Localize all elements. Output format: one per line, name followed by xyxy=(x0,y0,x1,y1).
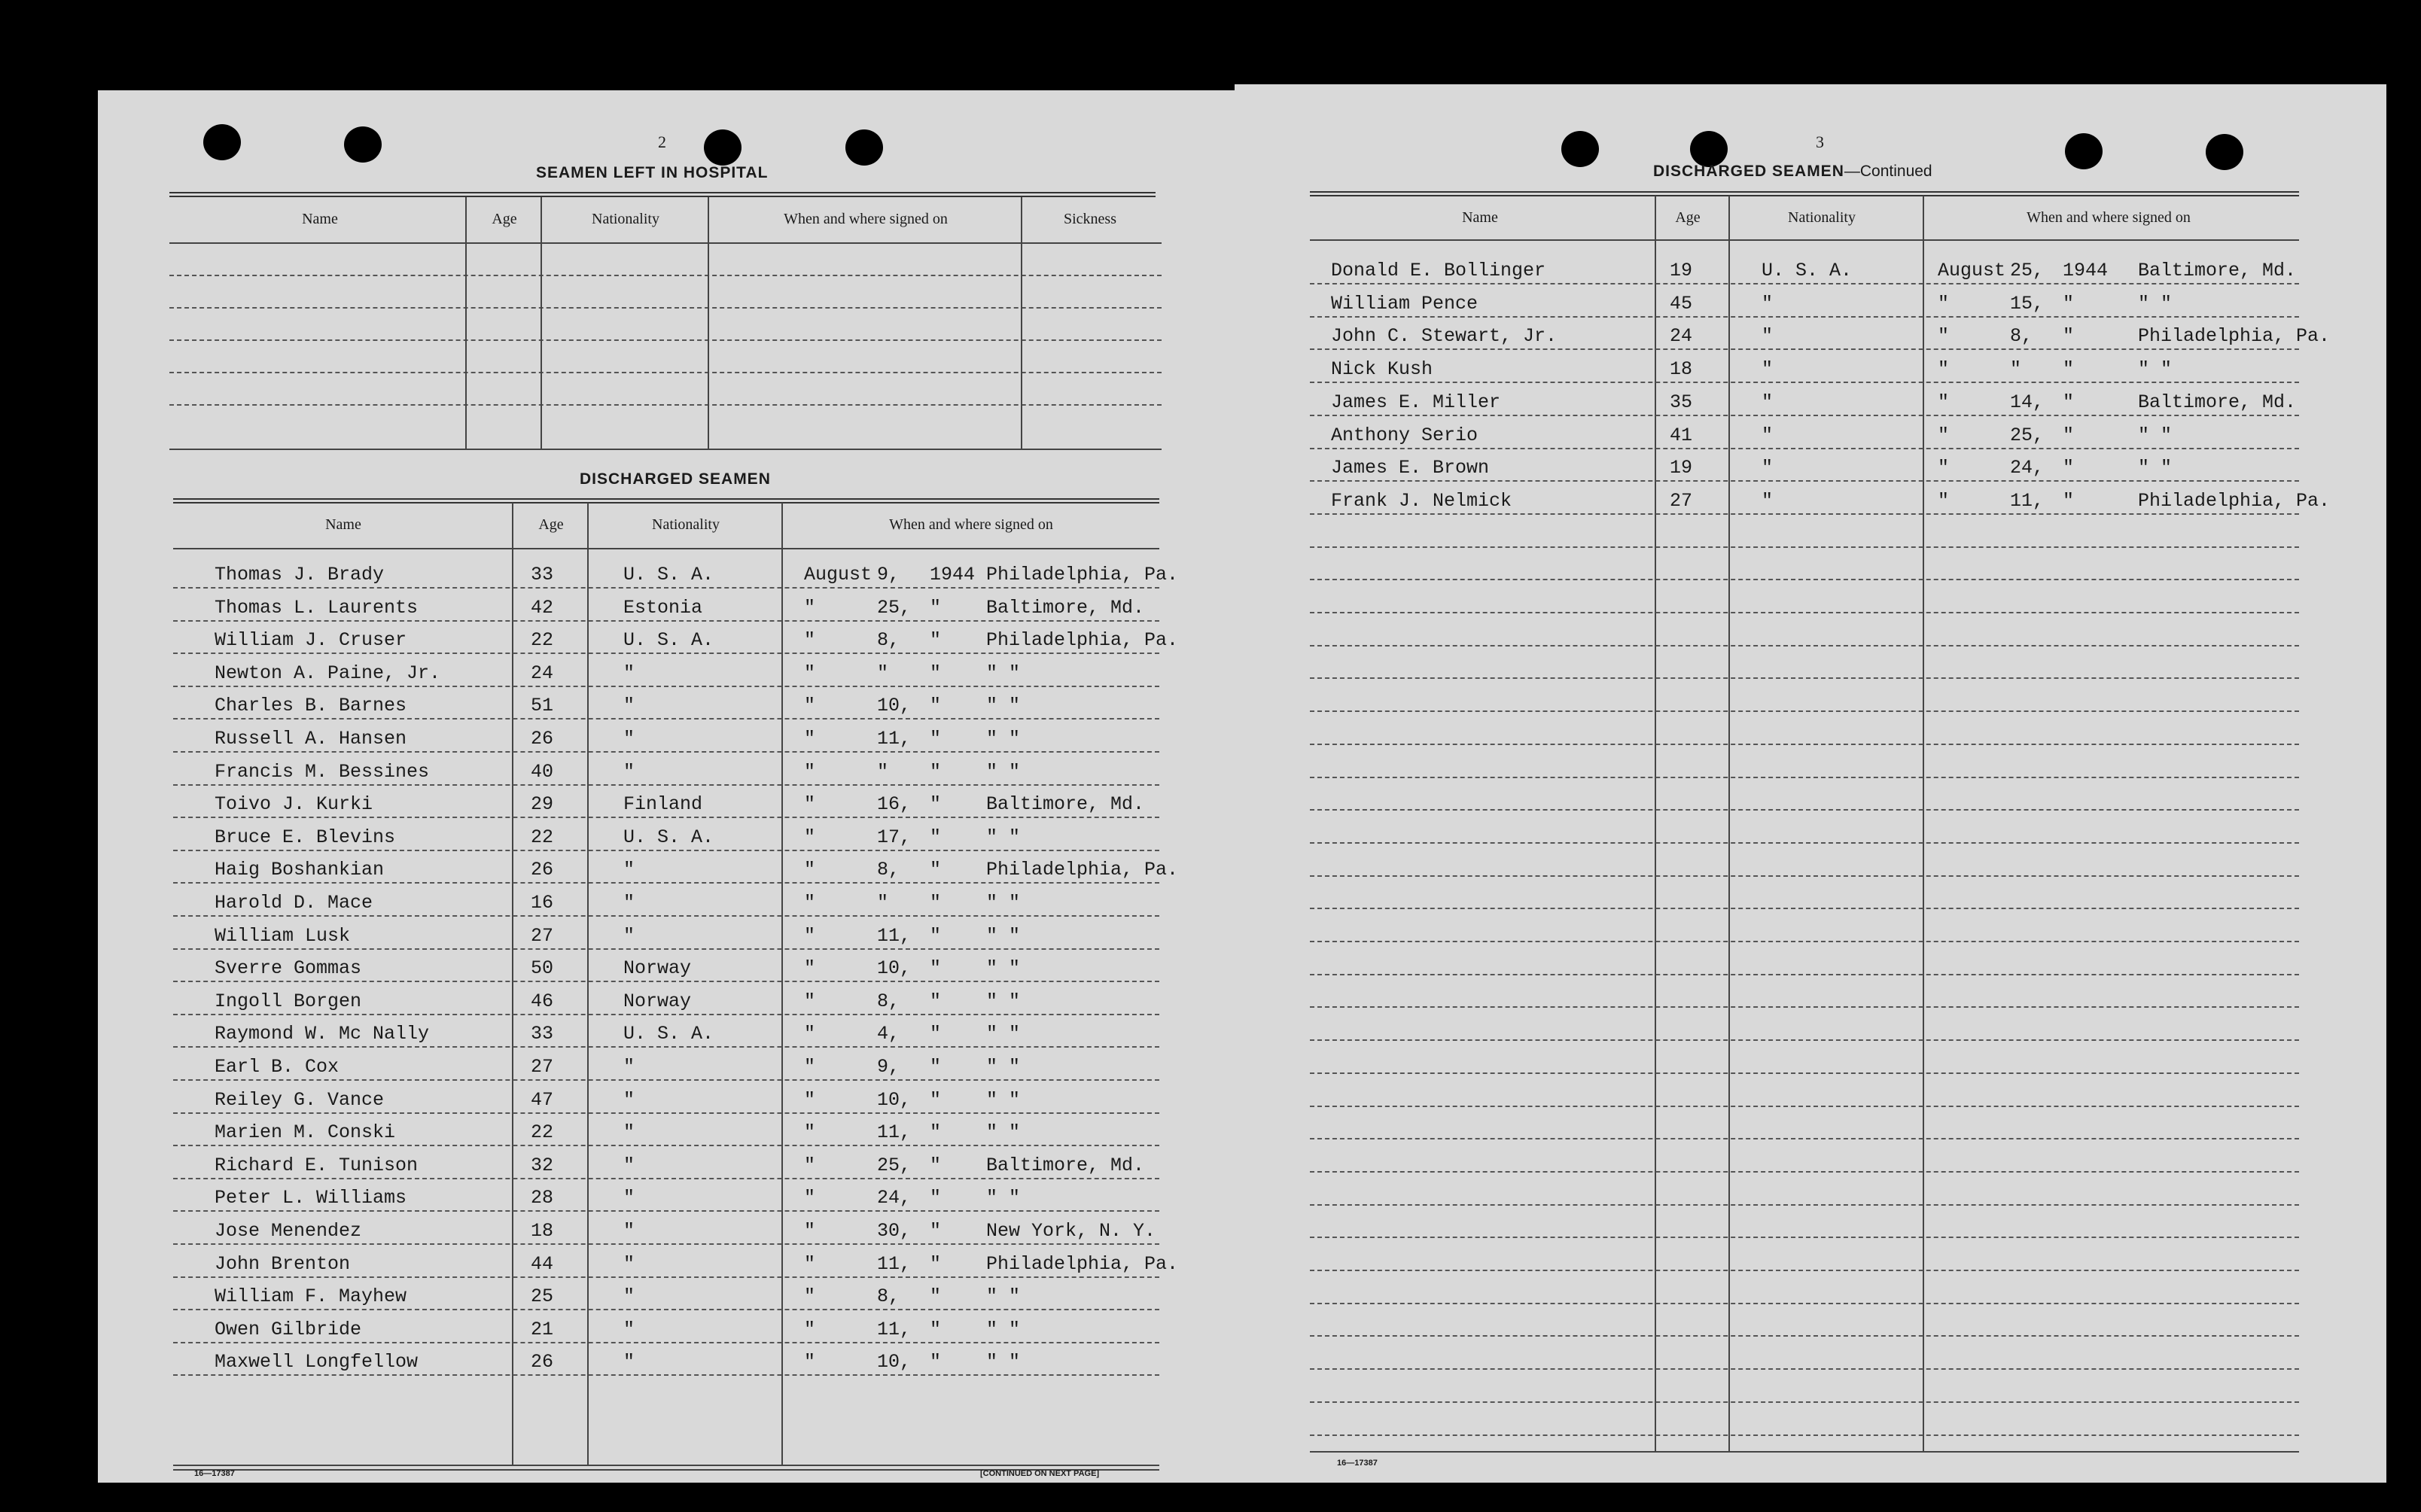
seaman-name: Nick Kush xyxy=(1331,358,1433,381)
seaman-nationality: Norway xyxy=(623,957,692,980)
seaman-nationality: " xyxy=(1762,489,1774,512)
signed-on-place: New York, N. Y. xyxy=(986,1220,1156,1242)
seaman-age: 51 xyxy=(531,695,554,717)
seaman-nationality: " xyxy=(623,695,635,717)
seaman-age: 26 xyxy=(531,1351,554,1374)
seaman-nationality: " xyxy=(623,924,635,947)
signed-on-month: " xyxy=(804,1318,816,1340)
column-header: Name xyxy=(302,211,338,227)
signed-on-year: " xyxy=(930,1154,942,1176)
signed-on-month: " xyxy=(804,662,816,684)
column-header: When and where signed on xyxy=(784,211,948,227)
form-number: 16—17387 xyxy=(194,1469,235,1478)
seaman-name: Maxwell Longfellow xyxy=(215,1351,419,1374)
signed-on-day: 9, xyxy=(877,564,900,586)
signed-on-year: " xyxy=(930,760,942,783)
signed-on-month: " xyxy=(1938,292,1950,315)
column-header: Nationality xyxy=(1788,209,1856,226)
punch-hole xyxy=(845,129,883,166)
seaman-name: William Pence xyxy=(1331,292,1478,315)
signed-on-year: " xyxy=(930,662,942,684)
seaman-age: 16 xyxy=(531,892,554,914)
signed-on-day: 11, xyxy=(877,924,912,947)
seaman-nationality: Norway xyxy=(623,990,692,1012)
signed-on-month: " xyxy=(804,1285,816,1308)
signed-on-place: " " xyxy=(986,1187,1021,1209)
seaman-age: 50 xyxy=(531,957,554,980)
punch-hole xyxy=(2206,134,2243,170)
signed-on-year: " xyxy=(930,924,942,947)
seaman-age: 28 xyxy=(531,1187,554,1209)
signed-on-month: " xyxy=(804,1023,816,1045)
signed-on-year: " xyxy=(930,892,942,914)
signed-on-month: " xyxy=(804,1154,816,1176)
seaman-age: 21 xyxy=(531,1318,554,1340)
signed-on-month: " xyxy=(1938,489,1950,512)
signed-on-place: Philadelphia, Pa. xyxy=(986,629,1179,652)
seaman-age: 24 xyxy=(531,662,554,684)
signed-on-month: August xyxy=(804,564,872,586)
signed-on-day: 14, xyxy=(2010,391,2045,413)
seaman-name: William J. Cruser xyxy=(215,629,407,652)
seaman-name: Haig Boshankian xyxy=(215,859,385,881)
signed-on-day: 8, xyxy=(877,859,900,881)
signed-on-day: 17, xyxy=(877,826,912,848)
signed-on-year: " xyxy=(930,1121,942,1144)
seaman-nationality: " xyxy=(623,1056,635,1078)
signed-on-day: 8, xyxy=(877,629,900,652)
seaman-name: Owen Gilbride xyxy=(215,1318,362,1340)
seaman-nationality: U. S. A. xyxy=(623,629,714,652)
seaman-age: 22 xyxy=(531,1121,554,1144)
signed-on-month: " xyxy=(804,793,816,816)
seaman-name: Donald E. Bollinger xyxy=(1331,260,1546,281)
signed-on-day: " xyxy=(877,662,889,684)
signed-on-day: 25, xyxy=(877,596,912,619)
seaman-name: Harold D. Mace xyxy=(215,892,373,914)
seaman-name: Marien M. Conski xyxy=(215,1121,396,1144)
signed-on-place: Baltimore, Md. xyxy=(2138,260,2297,281)
right-page xyxy=(1235,84,2386,1483)
signed-on-place: " " xyxy=(986,1351,1021,1374)
signed-on-month: August xyxy=(1938,260,2006,281)
seaman-nationality: Finland xyxy=(623,793,703,816)
signed-on-day: 25, xyxy=(2010,260,2045,281)
seaman-age: 41 xyxy=(1670,424,1693,446)
signed-on-day: 11, xyxy=(877,728,912,750)
signed-on-year: " xyxy=(2063,325,2075,348)
seaman-age: 26 xyxy=(531,728,554,750)
column-header: Name xyxy=(325,516,361,533)
seaman-age: 27 xyxy=(531,924,554,947)
signed-on-place: " " xyxy=(986,892,1021,914)
punch-hole xyxy=(1690,131,1728,167)
signed-on-place: Philadelphia, Pa. xyxy=(986,564,1179,586)
seaman-age: 24 xyxy=(1670,325,1693,348)
seaman-name: Earl B. Cox xyxy=(215,1056,340,1078)
column-header: Age xyxy=(1675,209,1701,226)
seaman-age: 44 xyxy=(531,1252,554,1275)
signed-on-month: " xyxy=(804,596,816,619)
column-header: Nationality xyxy=(652,516,720,533)
signed-on-month: " xyxy=(804,1187,816,1209)
signed-on-day: 25, xyxy=(877,1154,912,1176)
seaman-name: John C. Stewart, Jr. xyxy=(1331,325,1558,348)
signed-on-year: " xyxy=(930,629,942,652)
seaman-name: Richard E. Tunison xyxy=(215,1154,419,1176)
signed-on-place: " " xyxy=(2138,292,2173,315)
signed-on-day: 10, xyxy=(877,957,912,980)
signed-on-place: " " xyxy=(986,826,1021,848)
signed-on-place: Baltimore, Md. xyxy=(986,1154,1145,1176)
signed-on-month: " xyxy=(804,826,816,848)
seaman-nationality: " xyxy=(1762,358,1774,381)
seaman-nationality: U. S. A. xyxy=(623,826,714,848)
signed-on-place: " " xyxy=(2138,424,2173,446)
seaman-nationality: " xyxy=(623,662,635,684)
seaman-nationality: " xyxy=(623,1088,635,1111)
signed-on-month: " xyxy=(804,1220,816,1242)
signed-on-month: " xyxy=(804,1056,816,1078)
seaman-age: 22 xyxy=(531,629,554,652)
seaman-name: William Lusk xyxy=(215,924,351,947)
signed-on-year: " xyxy=(2063,358,2075,381)
signed-on-place: " " xyxy=(986,1318,1021,1340)
signed-on-month: " xyxy=(804,1088,816,1111)
seaman-nationality: " xyxy=(623,859,635,881)
seaman-name: Charles B. Barnes xyxy=(215,695,407,717)
signed-on-place: " " xyxy=(986,1023,1021,1045)
signed-on-year: " xyxy=(930,695,942,717)
signed-on-year: " xyxy=(2063,391,2075,413)
seaman-age: 18 xyxy=(1670,358,1693,381)
left-page xyxy=(98,90,1250,1483)
seaman-nationality: " xyxy=(1762,424,1774,446)
seaman-age: 45 xyxy=(1670,292,1693,315)
seaman-age: 42 xyxy=(531,596,554,619)
seaman-name: Thomas J. Brady xyxy=(215,564,385,586)
seaman-nationality: " xyxy=(623,1351,635,1374)
discharged-section-title: DISCHARGED SEAMEN xyxy=(580,470,771,488)
seaman-age: 22 xyxy=(531,826,554,848)
signed-on-month: " xyxy=(804,760,816,783)
signed-on-month: " xyxy=(804,990,816,1012)
seaman-name: Ingoll Borgen xyxy=(215,990,362,1012)
signed-on-month: " xyxy=(1938,325,1950,348)
seaman-name: Newton A. Paine, Jr. xyxy=(215,662,441,684)
punch-hole xyxy=(704,129,742,166)
signed-on-day: " xyxy=(877,760,889,783)
seaman-name: Raymond W. Mc Nally xyxy=(215,1023,430,1045)
signed-on-year: " xyxy=(930,1088,942,1111)
signed-on-day: 24, xyxy=(2010,457,2045,479)
seaman-name: James E. Brown xyxy=(1331,457,1490,479)
seaman-age: 40 xyxy=(531,760,554,783)
signed-on-place: " " xyxy=(986,695,1021,717)
signed-on-year: " xyxy=(2063,292,2075,315)
signed-on-place: " " xyxy=(986,662,1021,684)
seaman-age: 25 xyxy=(531,1285,554,1308)
signed-on-day: 8, xyxy=(2010,325,2033,348)
signed-on-place: Baltimore, Md. xyxy=(2138,391,2297,413)
seaman-age: 29 xyxy=(531,793,554,816)
seaman-age: 18 xyxy=(531,1220,554,1242)
signed-on-month: " xyxy=(804,924,816,947)
signed-on-year: " xyxy=(930,1351,942,1374)
seaman-name: Russell A. Hansen xyxy=(215,728,407,750)
seaman-name: Jose Menendez xyxy=(215,1220,362,1242)
seaman-nationality: Estonia xyxy=(623,596,703,619)
continued-note: [CONTINUED ON NEXT PAGE] xyxy=(980,1469,1100,1478)
signed-on-year: " xyxy=(930,596,942,619)
seaman-age: 26 xyxy=(531,859,554,881)
seaman-age: 33 xyxy=(531,1023,554,1045)
seaman-nationality: " xyxy=(623,1220,635,1242)
seaman-nationality: " xyxy=(623,1187,635,1209)
signed-on-day: 11, xyxy=(2010,489,2045,512)
signed-on-day: 30, xyxy=(877,1220,912,1242)
signed-on-place: Baltimore, Md. xyxy=(986,793,1145,816)
signed-on-year: " xyxy=(930,826,942,848)
seaman-nationality: " xyxy=(623,728,635,750)
page-number: 2 xyxy=(658,132,666,151)
seaman-age: 19 xyxy=(1670,260,1693,281)
signed-on-year: 1944 xyxy=(2063,260,2109,281)
signed-on-place: " " xyxy=(2138,457,2173,479)
signed-on-day: " xyxy=(2010,358,2022,381)
seaman-age: 46 xyxy=(531,990,554,1012)
seaman-name: Reiley G. Vance xyxy=(215,1088,385,1111)
signed-on-year: " xyxy=(930,1187,942,1209)
seaman-name: Francis M. Bessines xyxy=(215,760,430,783)
signed-on-year: " xyxy=(930,1220,942,1242)
signed-on-year: " xyxy=(930,957,942,980)
signed-on-place: " " xyxy=(986,924,1021,947)
page-number: 3 xyxy=(1816,132,1824,151)
signed-on-month: " xyxy=(804,728,816,750)
seaman-nationality: " xyxy=(1762,391,1774,413)
signed-on-day: 11, xyxy=(877,1318,912,1340)
punch-hole xyxy=(2065,133,2103,169)
signed-on-day: 11, xyxy=(877,1252,912,1275)
signed-on-day: " xyxy=(877,892,889,914)
signed-on-place: " " xyxy=(2138,358,2173,381)
signed-on-day: 15, xyxy=(2010,292,2045,315)
signed-on-year: " xyxy=(930,859,942,881)
signed-on-year: " xyxy=(930,1056,942,1078)
signed-on-year: " xyxy=(930,1023,942,1045)
seaman-name: Bruce E. Blevins xyxy=(215,826,396,848)
punch-hole xyxy=(1561,131,1599,167)
seaman-name: John Brenton xyxy=(215,1252,351,1275)
signed-on-year: " xyxy=(930,728,942,750)
signed-on-day: 25, xyxy=(2010,424,2045,446)
seaman-age: 35 xyxy=(1670,391,1693,413)
signed-on-day: 8, xyxy=(877,990,900,1012)
seaman-age: 32 xyxy=(531,1154,554,1176)
signed-on-month: " xyxy=(1938,457,1950,479)
signed-on-year: " xyxy=(930,1318,942,1340)
seaman-nationality: " xyxy=(623,1121,635,1144)
seaman-nationality: " xyxy=(623,760,635,783)
signed-on-year: " xyxy=(930,990,942,1012)
signed-on-month: " xyxy=(1938,424,1950,446)
signed-on-year: " xyxy=(2063,424,2075,446)
signed-on-place: " " xyxy=(986,957,1021,980)
signed-on-month: " xyxy=(804,1121,816,1144)
signed-on-month: " xyxy=(804,1252,816,1275)
column-header: Nationality xyxy=(592,211,659,227)
column-header: When and where signed on xyxy=(889,516,1053,533)
seaman-age: 27 xyxy=(1670,489,1693,512)
column-header: Age xyxy=(492,211,517,227)
signed-on-place: Philadelphia, Pa. xyxy=(2138,489,2331,512)
signed-on-year: " xyxy=(2063,457,2075,479)
column-header: Sickness xyxy=(1064,211,1116,227)
seaman-nationality: " xyxy=(1762,457,1774,479)
punch-hole xyxy=(344,126,382,163)
signed-on-place: Baltimore, Md. xyxy=(986,596,1145,619)
signed-on-day: 8, xyxy=(877,1285,900,1308)
seaman-name: Peter L. Williams xyxy=(215,1187,407,1209)
signed-on-day: 10, xyxy=(877,695,912,717)
discharged-continued-title xyxy=(1653,163,1932,181)
column-header: When and where signed on xyxy=(2027,209,2191,226)
hospital-section-title: SEAMEN LEFT IN HOSPITAL xyxy=(536,164,769,181)
column-header: Name xyxy=(1462,209,1498,226)
punch-hole xyxy=(203,124,241,160)
signed-on-month: " xyxy=(1938,358,1950,381)
seaman-name: Thomas L. Laurents xyxy=(215,596,419,619)
seaman-nationality: U. S. A. xyxy=(623,564,714,586)
signed-on-place: " " xyxy=(986,760,1021,783)
signed-on-month: " xyxy=(804,695,816,717)
signed-on-month: " xyxy=(804,1351,816,1374)
seaman-name: Anthony Serio xyxy=(1331,424,1478,446)
seaman-nationality: U. S. A. xyxy=(1762,260,1853,281)
signed-on-place: " " xyxy=(986,1285,1021,1308)
seaman-nationality: " xyxy=(1762,325,1774,348)
seaman-age: 47 xyxy=(531,1088,554,1111)
column-header: Age xyxy=(538,516,564,533)
signed-on-year: 1944 xyxy=(930,564,976,586)
seaman-nationality: " xyxy=(623,1318,635,1340)
signed-on-place: " " xyxy=(986,1088,1021,1111)
seaman-age: 33 xyxy=(531,564,554,586)
signed-on-place: Philadelphia, Pa. xyxy=(986,1252,1179,1275)
seaman-name: Toivo J. Kurki xyxy=(215,793,373,816)
signed-on-month: " xyxy=(804,957,816,980)
signed-on-day: 10, xyxy=(877,1088,912,1111)
seaman-nationality: U. S. A. xyxy=(623,1023,714,1045)
seaman-nationality: " xyxy=(623,1285,635,1308)
seaman-nationality: " xyxy=(623,1252,635,1275)
signed-on-year: " xyxy=(930,793,942,816)
seaman-name: Frank J. Nelmick xyxy=(1331,489,1512,512)
signed-on-month: " xyxy=(804,892,816,914)
signed-on-place: Philadelphia, Pa. xyxy=(986,859,1179,881)
signed-on-place: " " xyxy=(986,1121,1021,1144)
signed-on-day: 9, xyxy=(877,1056,900,1078)
signed-on-place: Philadelphia, Pa. xyxy=(2138,325,2331,348)
signed-on-day: 4, xyxy=(877,1023,900,1045)
signed-on-day: 10, xyxy=(877,1351,912,1374)
section-title: DISCHARGED SEAMEN xyxy=(1653,163,1844,180)
signed-on-year: " xyxy=(930,1252,942,1275)
signed-on-day: 24, xyxy=(877,1187,912,1209)
seaman-name: James E. Miller xyxy=(1331,391,1501,413)
signed-on-place: " " xyxy=(986,1056,1021,1078)
seaman-name: Sverre Gommas xyxy=(215,957,362,980)
signed-on-place: " " xyxy=(986,990,1021,1012)
signed-on-place: " " xyxy=(986,728,1021,750)
signed-on-year: " xyxy=(2063,489,2075,512)
signed-on-day: 11, xyxy=(877,1121,912,1144)
signed-on-month: " xyxy=(1938,391,1950,413)
seaman-name: William F. Mayhew xyxy=(215,1285,407,1308)
signed-on-month: " xyxy=(804,629,816,652)
seaman-age: 19 xyxy=(1670,457,1693,479)
seaman-nationality: " xyxy=(1762,292,1774,315)
seaman-nationality: " xyxy=(623,892,635,914)
section-title-suffix: —Continued xyxy=(1844,163,1932,180)
signed-on-month: " xyxy=(804,859,816,881)
seaman-nationality: " xyxy=(623,1154,635,1176)
signed-on-day: 16, xyxy=(877,793,912,816)
form-number: 16—17387 xyxy=(1337,1459,1378,1468)
seaman-age: 27 xyxy=(531,1056,554,1078)
signed-on-year: " xyxy=(930,1285,942,1308)
